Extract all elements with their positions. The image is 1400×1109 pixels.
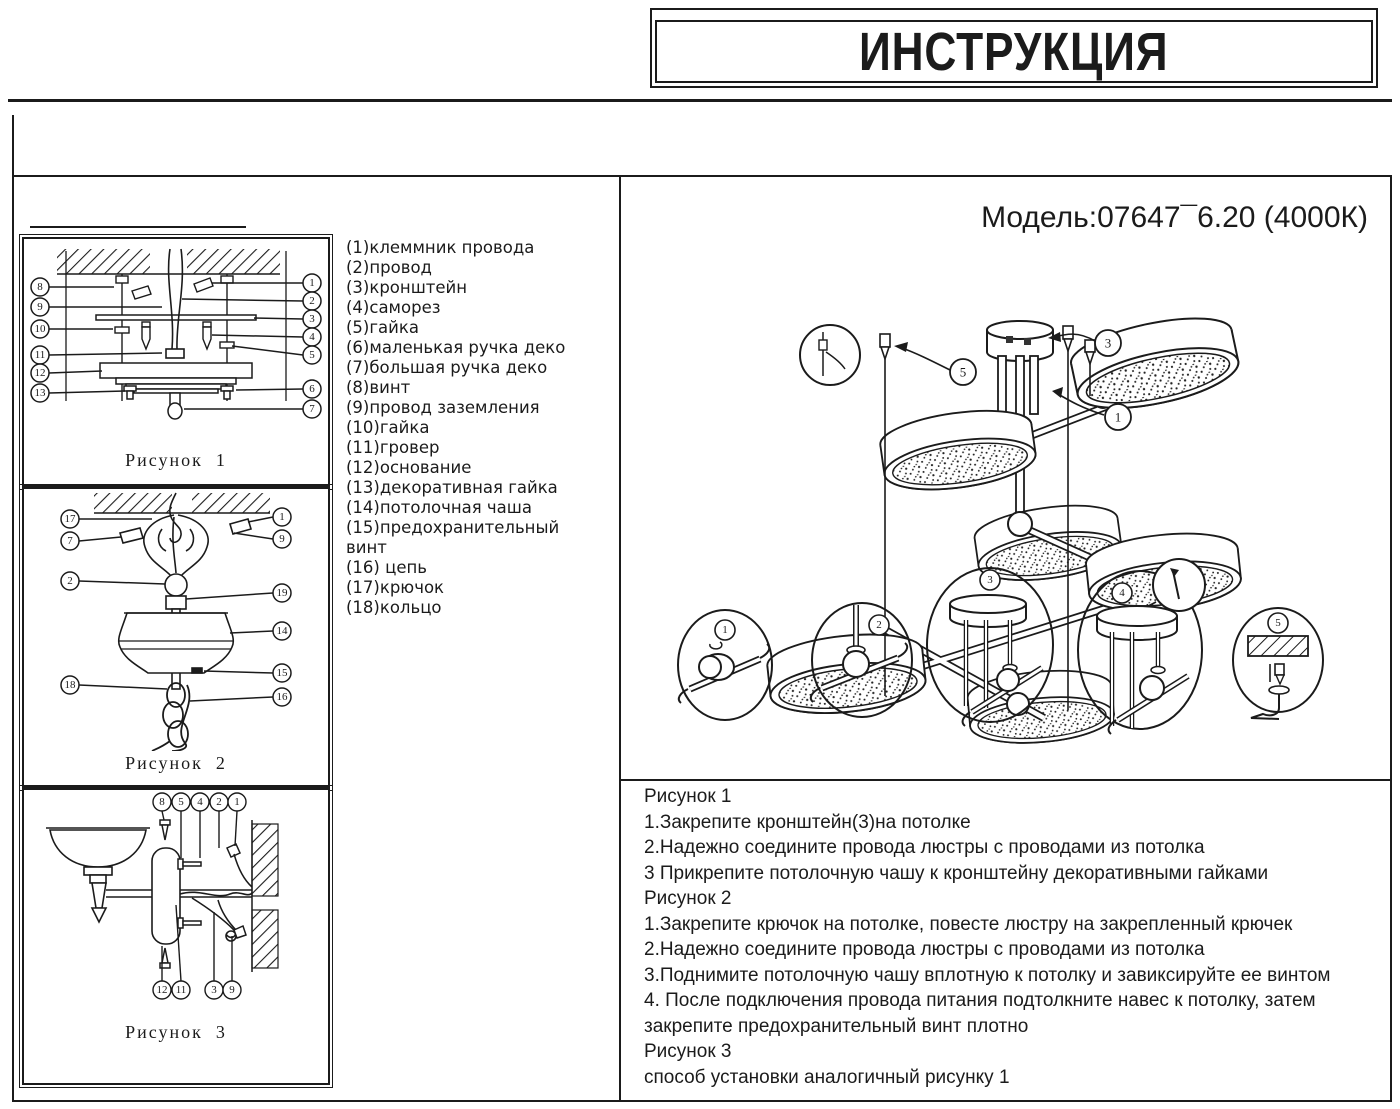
top-rule [8,99,1392,102]
svg-text:5: 5 [1275,617,1281,629]
fig2-callouts-right [186,508,291,706]
wires [166,249,184,358]
svg-text:1: 1 [234,796,240,808]
figure-3-caption: Рисунок 3 [125,1022,227,1042]
wall-hatch [252,820,278,972]
bracket-bar [96,315,256,320]
svg-text:9: 9 [229,984,235,996]
svg-text:7: 7 [309,403,315,415]
svg-text:9: 9 [279,533,285,545]
part-line: (13)декоративная гайка [346,478,558,497]
part-line: (1)клеммник провода [346,238,535,257]
figure-1-box [22,237,330,487]
svg-text:11: 11 [175,984,187,996]
model-number: Модель:07647¯6.20 (4000К) [981,201,1368,234]
figure-3-drawing [24,790,328,1040]
svg-text:6: 6 [309,383,315,395]
detail-step-5 [1233,608,1323,719]
svg-text:2: 2 [216,796,222,808]
part-line: (2)провод [346,258,432,277]
frame-left [12,115,14,1102]
instruction-line: 4. После подключения провода питания подтолкните навес к потолку, затем закрепите предохранительный винт плотно [644,990,1316,1037]
figure-1-caption: Рисунок 1 [125,450,227,470]
svg-text:8: 8 [37,281,43,293]
figure-2-drawing [24,489,328,751]
svg-text:18: 18 [64,679,76,691]
part-line: (4)саморез [346,298,441,317]
right-section-divider [619,779,1392,781]
figure-1-drawing [24,239,328,439]
part-line: (7)большая ручка деко [346,358,548,377]
svg-text:3: 3 [211,984,217,996]
part-line: (3)кронштейн [346,278,468,297]
svg-text:12: 12 [34,367,46,379]
svg-text:5: 5 [309,349,315,361]
svg-text:19: 19 [276,587,288,599]
detail-step-1 [678,610,772,720]
svg-text:3: 3 [309,313,315,325]
svg-text:4: 4 [1119,587,1125,599]
parts-list [346,238,598,618]
instruction-line: Рисунок 2 [644,888,732,909]
svg-text:2: 2 [876,619,882,631]
svg-text:10: 10 [34,323,46,335]
svg-text:2: 2 [67,575,73,587]
svg-text:9: 9 [37,301,43,313]
svg-text:2: 2 [309,295,315,307]
svg-text:1: 1 [1114,409,1122,425]
drum-light-lower-center [966,665,1116,748]
instruction-line: 2.Надежно соедините провода люстры с проводами из потолка [644,837,1205,858]
diagram-callout-wire [894,342,976,385]
frame-right [1390,175,1392,1102]
svg-text:4: 4 [197,796,203,808]
svg-text:5: 5 [959,364,967,380]
part-line: (15)предохранительный [346,518,560,537]
frame-bottom [12,1100,1392,1102]
bowl-shade [46,828,150,922]
svg-text:5: 5 [178,796,184,808]
frame-row-divider [12,175,1392,177]
frame-column-divider [619,175,621,1102]
title-box [650,8,1378,88]
svg-text:1: 1 [279,511,285,523]
instruction-line: 2.Надежно соедините провода люстры с проводами из потолка [644,939,1205,960]
svg-text:3: 3 [1104,335,1112,351]
instruction-line: 1.Закрепите крючок на потолке, повесте люстру на закрепленный крючек [644,913,1293,935]
svg-text:4: 4 [309,331,315,343]
svg-text:15: 15 [276,667,288,679]
wire-detail-magnifier [800,325,860,385]
ceiling-hatch [94,493,270,513]
svg-text:14: 14 [276,625,288,637]
instruction-line: 1.Закрепите кронштейн(3)на потолке [644,811,971,833]
part-line: винт [346,538,387,557]
chain-and-wire [152,683,189,751]
drum-light-mid-left [877,403,1038,498]
ceiling-canopy [987,321,1053,361]
part-line: (5)гайка [346,318,419,337]
instruction-line: 3 Прикрепите потолочную чашу к кронштейну декоративными гайками [644,862,1269,884]
instruction-line: 3.Поднимите потолочную чашу вплотную к потолку и завиксируйте ее винтом [644,964,1331,986]
part-line: (8)винт [346,378,411,397]
fig1-callouts-right [182,274,321,418]
svg-text:12: 12 [156,984,168,996]
svg-text:7: 7 [67,535,73,547]
instruction-line: способ установки аналогичный рисунку 1 [644,1066,1010,1088]
instruction-line: Рисунок 3 [644,1041,732,1062]
chandelier-diagram [630,268,1390,778]
figure-2-caption: Рисунок 2 [125,753,227,773]
part-line: (16) цепь [346,558,428,577]
svg-text:17: 17 [64,513,76,525]
installation-instructions [644,784,1372,1090]
title-inner-border [655,20,1373,83]
figure-3-box [22,788,330,1085]
part-line: (12)основание [346,458,472,477]
part-line: (6)маленькая ручка деко [346,338,566,357]
svg-text:13: 13 [34,387,46,399]
wire-terminals [132,278,213,299]
instruction-line: Рисунок 1 [644,786,732,807]
svg-text:3: 3 [987,574,993,586]
part-line: (14)потолочная чаша [346,498,532,517]
drum-light-upper-right [1066,307,1243,419]
svg-text:1: 1 [309,277,315,289]
svg-text:11: 11 [34,349,46,361]
svg-text:8: 8 [159,796,165,808]
part-line: (9)провод заземления [346,398,540,417]
svg-text:16: 16 [276,691,288,703]
page-title: ИНСТРУКЦИЯ [859,21,1169,82]
part-line: (10)гайка [346,418,430,437]
figure-area-topline [30,226,246,228]
part-line: (17)крючок [346,578,445,597]
part-line: (11)гровер [346,438,440,457]
svg-text:1: 1 [722,624,728,636]
part-line: (18)кольцо [346,598,442,617]
figure-2-box [22,487,330,788]
